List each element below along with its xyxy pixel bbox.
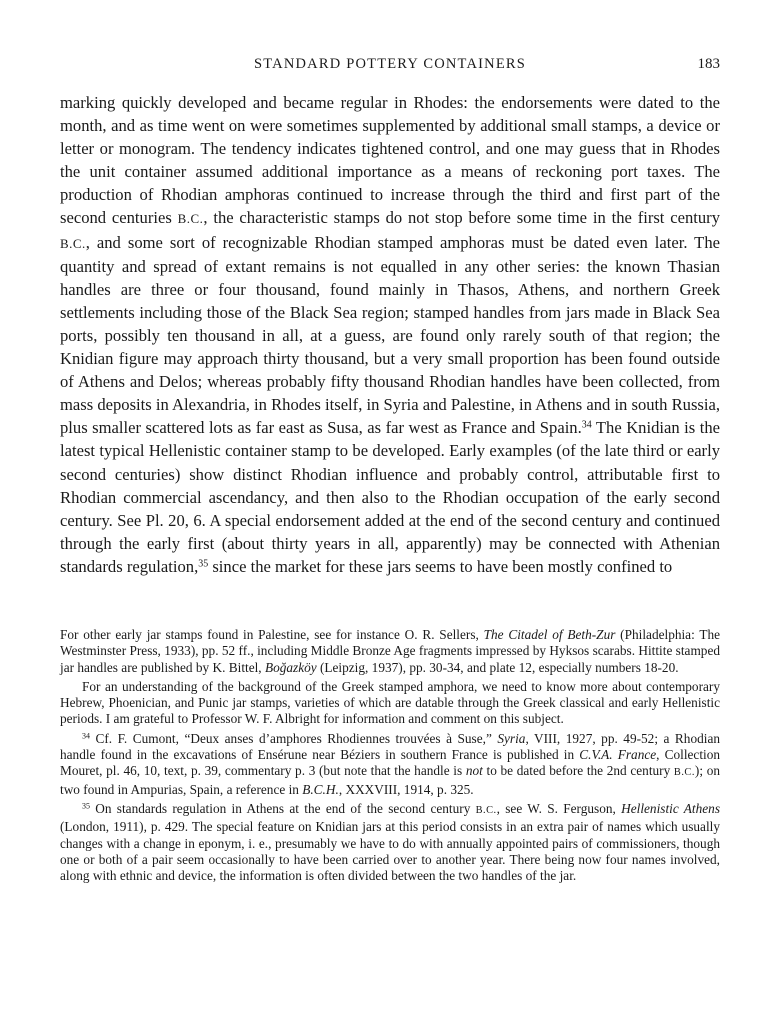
cited-title: C.V.A. France <box>579 747 657 763</box>
page-number: 183 <box>697 56 720 72</box>
footnote-text: (Philadelphia: The Westminster Press, 1933), pp. 52 ff., including Middle Bronze Age fragments impressed by Hyksos scarabs. Hittite stamped jar handles are published by K. Bittel, <box>60 627 720 675</box>
emphasis: not <box>465 763 483 779</box>
era-bc: B.C. <box>177 211 204 227</box>
footnote-text: For other early jar stamps found in Palestine, see for instance O. R. Sellers, <box>60 627 484 642</box>
footnote-text: On standards regulation in Athens at the end of the second century <box>89 800 476 816</box>
cited-journal: Syria <box>497 730 526 746</box>
footnote-text: , VIII, 1927, pp. 49-52; a Rhodian handle found in the excavations of Ensérune near Béziers in southern France is published in <box>60 730 720 763</box>
body-text-2: , the characteristic stamps do not stop before some time in the first century <box>203 208 720 228</box>
footnote-text: (London, 1911), p. 429. The special feature on Knidian jars at this period consists in an extra pair of names which usually changes with a change in eponym, i. e., presumably we have to do with annually appointed pairs of commissioners, though one or both of a pair seem occasionally to have been carried over to another year. There being now four names involved, along with ethnic and device, the information is often divided between the two handles of the jar. <box>60 819 720 884</box>
footnote-text: , Collection Mouret, pl. 46, 10, text, p. 39, commentary p. 3 (but note that the handle is <box>60 747 721 779</box>
running-title: STANDARD POTTERY CONTAINERS <box>253 56 527 72</box>
footnote-35 <box>60 801 720 884</box>
footnote-continuation <box>60 627 720 676</box>
main-body-paragraph <box>60 91 720 578</box>
footnote-number-35: 35 <box>82 801 90 811</box>
footnote-text: to be dated before the 2nd century <box>482 763 674 779</box>
footnote-ref-35[interactable]: 35 <box>198 558 209 570</box>
body-text-4: The Knidian is the latest typical Hellenistic container stamp to be developed. Early examples (of the late third or early second centuries) show distinct Rhodian influence and probably control, attributable first to Rhodian commercial ascendancy, and then also to the Rhodian occupation of the early second century. See Pl. 20, 6. A special endorsement added at the end of the second century and continued through the early first (about thirty years in all, apparently) may be connected with Athenian standards regulation, <box>60 418 720 576</box>
page-header <box>60 56 720 78</box>
cited-title: The Citadel of Beth-Zur <box>483 627 616 642</box>
footnote-text: Cf. F. Cumont, “Deux anses d’amphores Rhodiennes trouvées à Suse,” <box>89 730 498 746</box>
footnote-text: ); on two found in Ampurias, Spain, a reference in <box>60 763 720 797</box>
body-text-1: marking quickly developed and became regular in Rhodes: the endorsements were dated to the month, and as time went on were sometimes supplemented by additional small stamps, a device or letter or monogram. The tendency indicates tightened control, and one may guess that in Rhodes the unit container assumed additional importance as a means of reckoning port taxes. The production of Rhodian amphoras continued to increase through the third and first part of the second centuries <box>60 93 720 228</box>
era-bc: B.C. <box>673 767 695 779</box>
footnote-34 <box>60 731 720 798</box>
footnote-text: , XXXVIII, 1914, p. 325. <box>338 781 474 797</box>
cited-journal: B.C.H. <box>302 781 339 797</box>
cited-title: Boğazköy <box>264 659 317 675</box>
cited-title: Hellenistic Athens <box>621 800 720 816</box>
footnote-text: (Leipzig, 1937), pp. 30-34, and plate 12, especially numbers 18-20. <box>316 659 679 675</box>
footnote-continuation-2: For an understanding of the background of the Greek stamped amphora, we need to know more about contemporary Hebrew, Phoenician, and Punic jar stamps, varieties of which are datable through the Greek classical and early Hellenistic periods. I am grateful to Professor W. F. Albright for information and comment on this subject. <box>60 678 720 727</box>
footnote-ref-34[interactable]: 34 <box>581 419 592 431</box>
era-bc: B.C. <box>475 804 497 816</box>
footnotes-section <box>60 627 720 887</box>
footnote-number-34: 34 <box>82 731 90 741</box>
body-text-5: since the market for these jars seems to have been mostly confined to <box>208 556 673 576</box>
body-text-3: , and some sort of recognizable Rhodian stamped amphoras must be dated even later. The quantity and spread of extant remains is not equalled in any other series: the known Thasian handles are three or four thousand, found mainly in Thasos, Athens, and northern Greek settlements including those of the Black Sea region; stamped handles from jars made in Black Sea ports, possibly ten thousand in all, at a guess, are found only rarely south of that region; the Knidian figure may approach thirty thousand, but a very small proportion has been found outside of Athens and Delos; whereas probably fifty thousand Rhodian handles have been collected, from mass deposits in Alexandria, in Rhodes itself, in Syria and Palestine, in Athens and in south Russia, plus smaller scattered lots as far east as Susa, as far west as France and Spain. <box>60 232 721 438</box>
footnote-text: , see W. S. Ferguson, <box>496 800 622 816</box>
era-bc: B.C. <box>60 235 86 251</box>
